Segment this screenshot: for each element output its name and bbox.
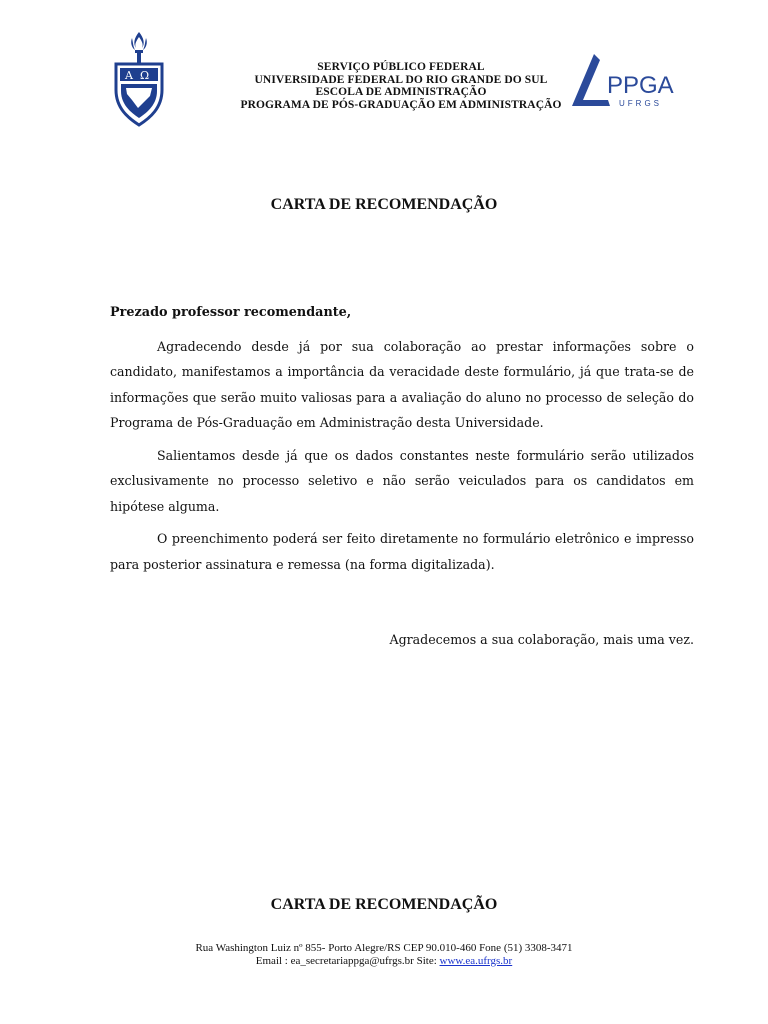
header-line: UNIVERSIDADE FEDERAL DO RIO GRANDE DO SUL — [254, 73, 548, 86]
svg-text:Ω: Ω — [140, 69, 150, 82]
closing-line: Agradecemos a sua colaboração, mais uma vez. — [389, 632, 694, 647]
footer-email: Email : ea_secretariappga@ufrgs.br Site: — [255, 954, 440, 967]
letterhead — [0, 0, 768, 140]
document-title: CARTA DE RECOMENDAÇÃO — [270, 196, 498, 213]
header-line: PROGRAMA DE PÓS-GRADUAÇÃO EM ADMINISTRAÇÃO — [240, 98, 562, 111]
footer — [0, 942, 768, 967]
paragraph: O preenchimento poderá ser feito diretamente no formulário eletrônico e impresso para posterior assinatura e remessa (na forma digitalizada). — [110, 531, 694, 572]
ppga-logo — [570, 52, 686, 108]
svg-text:A: A — [125, 69, 133, 82]
institution-header — [220, 61, 582, 111]
paragraph: Agradecendo desde já por sua colaboração ao prestar informações sobre o candidato, manifestamos a importância da veracidade deste formulário, já que trata-se de informações que serão muito valiosas para a avaliação do aluno no processo de seleção do Programa de Pós-Graduação em Administração desta Universidade. — [110, 338, 694, 430]
salutation: Prezado professor recomendante, — [110, 305, 352, 320]
footer-address: Rua Washington Luiz nº 855- Porto Alegre/RS CEP 90.010-460 Fone (51) 3308-3471 — [195, 942, 573, 954]
logo-subtext: UFRGS — [619, 99, 662, 108]
footer-contact — [0, 955, 768, 968]
logo-text: PPGA — [607, 72, 674, 99]
letter-body — [110, 300, 694, 665]
header-line: ESCOLA DE ADMINISTRAÇÃO — [315, 86, 487, 98]
university-crest-icon — [112, 28, 166, 128]
paragraph: Salientamos desde já que os dados constantes neste formulário serão utilizados exclusivamente no processo seletivo e não serão veiculados para os candidatos em hipótese alguma. — [110, 447, 694, 514]
header-line: SERVIÇO PÚBLICO FEDERAL — [317, 61, 485, 73]
second-document-title: CARTA DE RECOMENDAÇÃO — [270, 896, 498, 913]
site-link[interactable]: www.ea.ufrgs.br — [439, 954, 513, 967]
